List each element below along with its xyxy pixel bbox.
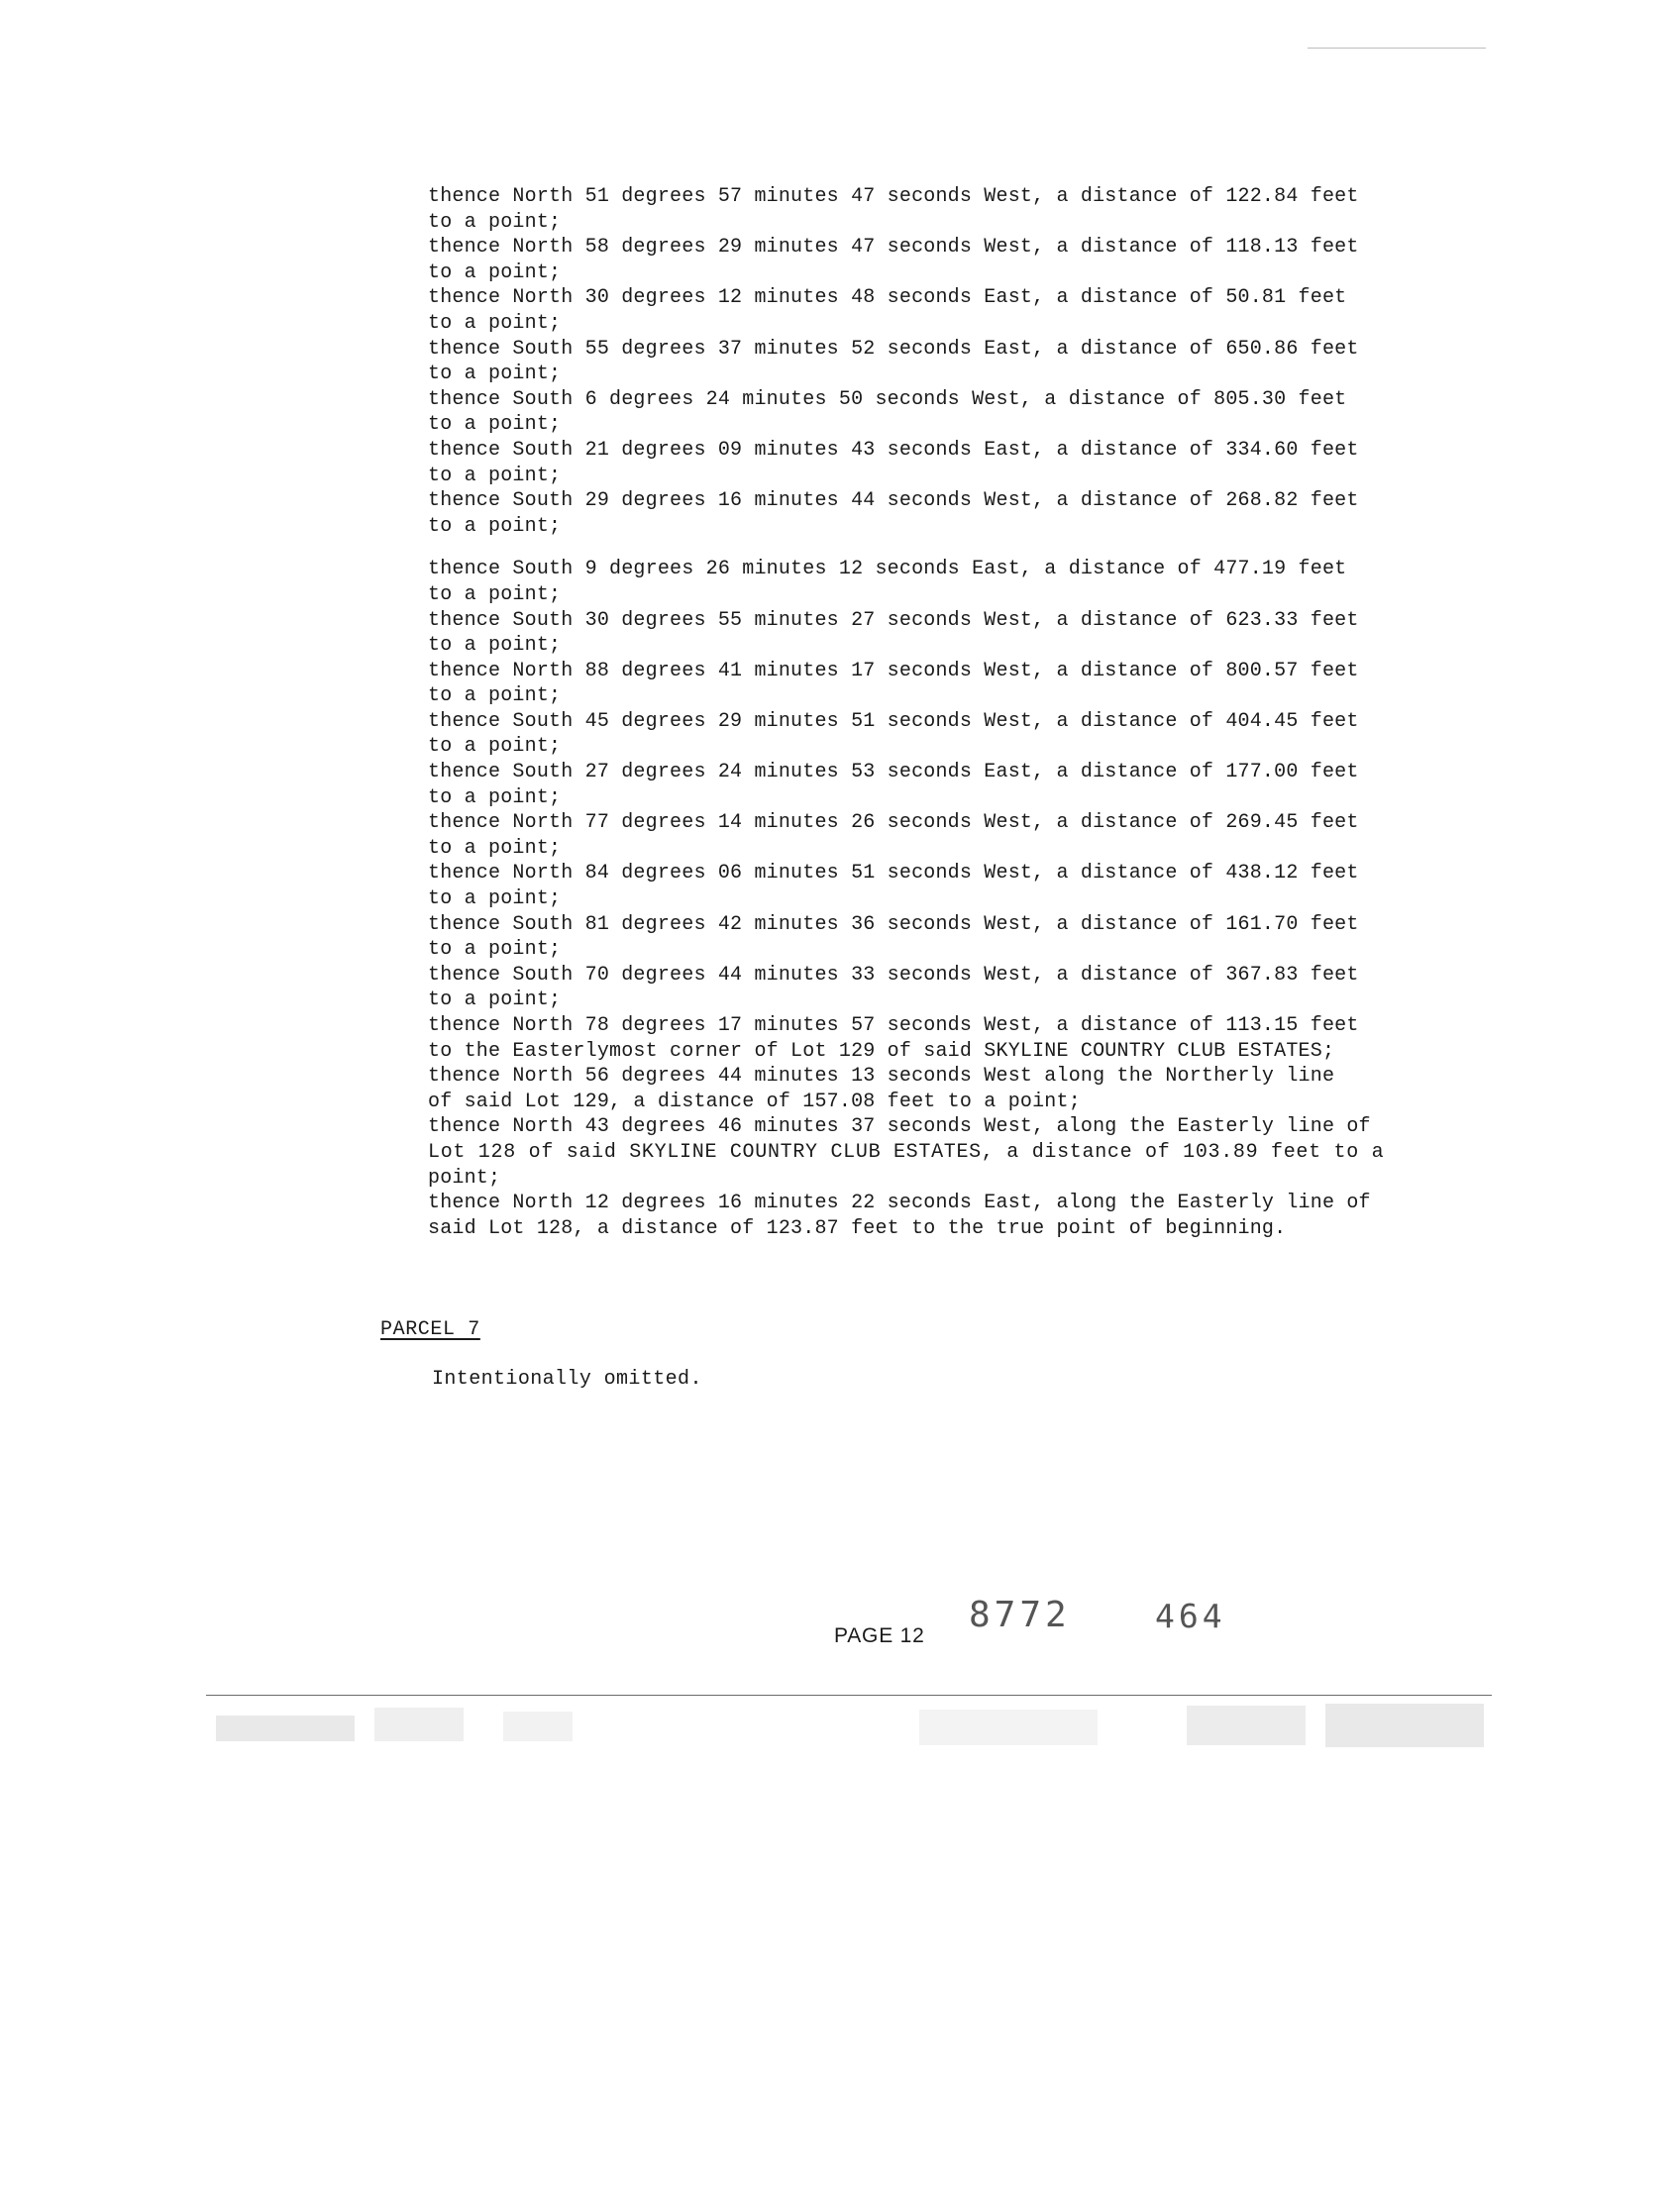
course-line: thence South 27 degrees 24 minutes 53 seconds East, a distance of 177.00 feet — [428, 761, 1359, 784]
page-label: PAGE 12 — [834, 1624, 925, 1647]
course-line: thence North 43 degrees 46 minutes 37 seconds West, along the Easterly line of — [428, 1115, 1371, 1139]
course-line: to a point; — [428, 582, 562, 606]
course-line: thence North 88 degrees 41 minutes 17 seconds West, a distance of 800.57 feet — [428, 659, 1359, 682]
scan-edge-mark — [1308, 48, 1486, 49]
course-line: thence North 84 degrees 06 minutes 51 seconds West, a distance of 438.12 feet — [428, 862, 1359, 885]
book-number-stamp: 8772 — [969, 1595, 1071, 1635]
course-line: said Lot 128, a distance of 123.87 feet to the true point of beginning. — [428, 1216, 1287, 1240]
course-line: to a point; — [428, 684, 562, 708]
paragraph-gap — [428, 539, 1428, 557]
course-line: thence South 6 degrees 24 minutes 50 seconds West, a distance of 805.30 feet — [428, 387, 1347, 411]
course-line: thence South 30 degrees 55 minutes 27 seconds West, a distance of 623.33 feet — [428, 608, 1359, 632]
course-line: thence North 12 degrees 16 minutes 22 seconds East, along the Easterly line of — [428, 1192, 1371, 1215]
course-line: to a point; — [428, 363, 562, 386]
course-line: thence North 51 degrees 57 minutes 47 seconds West, a distance of 122.84 feet — [428, 185, 1359, 208]
course-line: to a point; — [428, 413, 562, 437]
course-line: thence North 58 degrees 29 minutes 47 seconds West, a distance of 118.13 feet — [428, 236, 1359, 260]
course-line: to a point; — [428, 836, 562, 860]
course-line: thence South 55 degrees 37 minutes 52 seconds East, a distance of 650.86 feet — [428, 337, 1359, 361]
page-number-stamp: 464 — [1155, 1597, 1226, 1635]
course-line: to a point; — [428, 735, 562, 759]
course-line: thence North 77 degrees 14 minutes 26 seconds West, a distance of 269.45 feet — [428, 811, 1359, 835]
legal-description-courses — [428, 184, 1428, 1241]
course-line: to a point; — [428, 938, 562, 962]
course-line: thence North 78 degrees 17 minutes 57 seconds West, a distance of 113.15 feet — [428, 1014, 1359, 1037]
course-line: to the Easterlymost corner of Lot 129 of said SKYLINE COUNTRY CLUB ESTATES; — [428, 1039, 1335, 1063]
course-line: to a point; — [428, 634, 562, 658]
course-line: thence South 9 degrees 26 minutes 12 seconds East, a distance of 477.19 feet — [428, 558, 1347, 581]
scan-noise-band — [206, 1702, 1492, 1761]
footer-rule — [206, 1695, 1492, 1696]
parcel-heading: PARCEL 7 — [380, 1318, 480, 1341]
course-line: to a point; — [428, 887, 562, 911]
course-line: to a point; — [428, 260, 562, 284]
parcel-text: Intentionally omitted. — [432, 1368, 702, 1391]
course-line: thence South 81 degrees 42 minutes 36 seconds West, a distance of 161.70 feet — [428, 912, 1359, 936]
course-line: thence South 29 degrees 16 minutes 44 seconds West, a distance of 268.82 feet — [428, 489, 1359, 513]
course-line: to a point; — [428, 989, 562, 1012]
course-line: of said Lot 129, a distance of 157.08 feet to a point; — [428, 1090, 1081, 1113]
course-line: to a point; — [428, 311, 562, 335]
course-line: thence South 70 degrees 44 minutes 33 seconds West, a distance of 367.83 feet — [428, 963, 1359, 987]
course-line: thence South 21 degrees 09 minutes 43 seconds East, a distance of 334.60 feet — [428, 438, 1359, 462]
course-line: thence South 45 degrees 29 minutes 51 seconds West, a distance of 404.45 feet — [428, 709, 1359, 733]
course-line: thence North 56 degrees 44 minutes 13 seconds West along the Northerly line — [428, 1065, 1335, 1089]
course-line: point; — [428, 1166, 501, 1190]
course-line: to a point; — [428, 514, 562, 538]
course-line: to a point; — [428, 464, 562, 487]
course-line: thence North 30 degrees 12 minutes 48 seconds East, a distance of 50.81 feet — [428, 286, 1347, 310]
course-line: to a point; — [428, 785, 562, 809]
course-line: to a point; — [428, 210, 562, 234]
course-line: Lot 128 of said SKYLINE COUNTRY CLUB ESTATES, a distance of 103.89 feet to a — [428, 1140, 1385, 1164]
